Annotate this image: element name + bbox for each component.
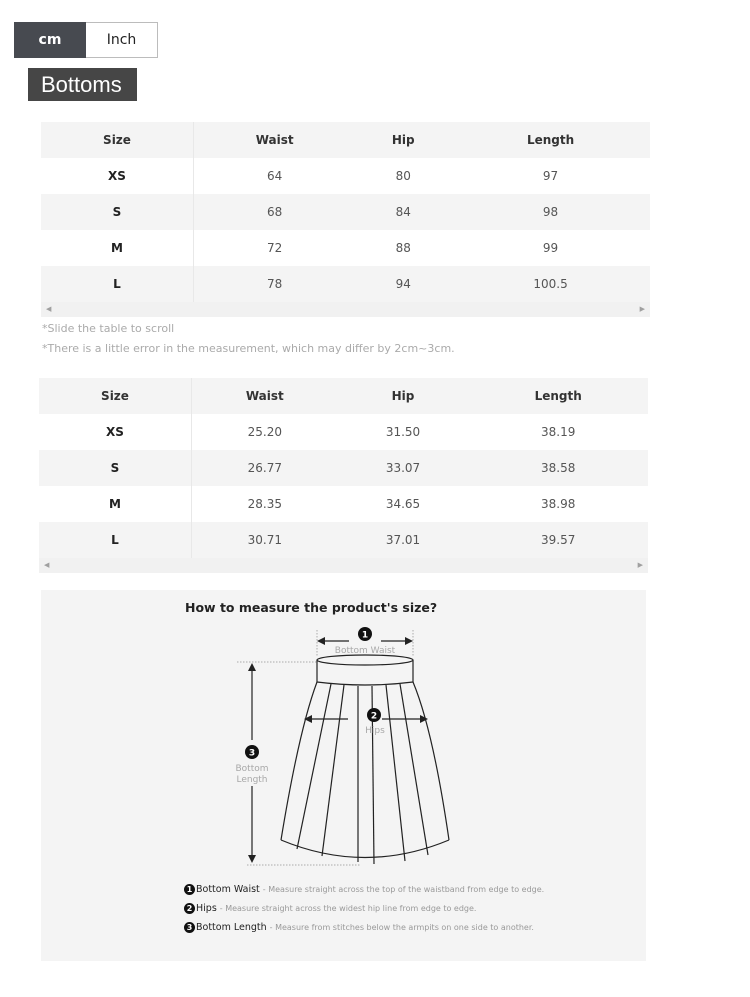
arrow-down-icon [248, 855, 256, 863]
number-1-text: 1 [361, 630, 369, 641]
scroll-left-icon[interactable]: ◀ [44, 561, 50, 569]
unit-cm-button[interactable]: cm [14, 22, 86, 58]
size-table-cm [41, 122, 650, 317]
cell-length: 38.98 [541, 497, 576, 511]
header-hip: Hip [391, 133, 415, 147]
header-hip: Hip [391, 389, 415, 403]
skirt-outline [281, 655, 449, 864]
legend-description: - Measure straight across the top of the waistband from edge to edge. [262, 885, 545, 894]
cell-length: 38.19 [541, 425, 576, 439]
legend-label: Bottom Length [196, 922, 267, 933]
cell-length: 38.58 [541, 461, 576, 475]
number-1-icon: 1 [184, 884, 195, 895]
cell-hip: 80 [395, 169, 411, 183]
cell-waist: 78 [267, 277, 283, 291]
table-row [39, 522, 648, 558]
cell-length: 98 [542, 205, 559, 219]
length-measure [235, 662, 361, 865]
cell-size: S [41, 194, 194, 230]
header-length: Length [526, 133, 575, 147]
legend-description: - Measure straight across the widest hip line from edge to edge. [219, 904, 477, 913]
scroll-right-icon[interactable]: ▶ [639, 305, 645, 313]
cell-hip: 37.01 [385, 533, 421, 547]
size-table-inch [39, 378, 648, 573]
header-length: Length [534, 389, 582, 403]
horizontal-scrollbar[interactable] [41, 302, 650, 317]
section-title: Bottoms [28, 68, 137, 101]
cell-waist: 30.71 [247, 533, 282, 547]
legend-label: Hips [196, 903, 217, 914]
scroll-note: *Slide the table to scroll [42, 322, 175, 335]
cell-hip: 94 [395, 277, 411, 291]
table-row [41, 194, 650, 230]
hips-label: Hips [365, 726, 385, 736]
cell-waist: 72 [267, 241, 283, 255]
table-row [41, 158, 650, 194]
arrow-left-icon [317, 637, 325, 645]
legend-description: - Measure from stitches below the armpits on one side to another. [269, 923, 534, 932]
table-row [41, 266, 650, 302]
table-row [39, 486, 648, 522]
cell-size: S [39, 450, 192, 486]
horizontal-scrollbar[interactable] [39, 558, 648, 573]
header-waist: Waist [245, 389, 284, 403]
cell-size: L [41, 266, 194, 302]
header-waist: Waist [255, 133, 294, 147]
table-row [39, 450, 648, 486]
number-3-text: 3 [248, 748, 256, 759]
cell-hip: 31.50 [385, 425, 421, 439]
legend-item-hips [184, 903, 476, 914]
header-size: Size [39, 378, 192, 414]
cell-hip: 84 [395, 205, 411, 219]
table-row [41, 230, 650, 266]
waist-measure [317, 627, 413, 656]
bottom-waist-label: Bottom Waist [334, 646, 396, 656]
legend-label: Bottom Waist [196, 884, 260, 895]
number-2-text: 2 [370, 711, 378, 722]
cell-size: M [39, 486, 192, 522]
cell-hip: 33.07 [385, 461, 421, 475]
legend-item-length [184, 922, 534, 933]
header-size: Size [41, 122, 194, 158]
cell-waist: 64 [267, 169, 283, 183]
table-header-row [41, 122, 650, 158]
arrow-right-icon [405, 637, 413, 645]
number-2-icon: 2 [184, 903, 195, 914]
table-row [39, 414, 648, 450]
cell-length: 39.57 [541, 533, 576, 547]
cell-length: 97 [542, 169, 559, 183]
cell-waist: 26.77 [247, 461, 282, 475]
cell-hip: 88 [395, 241, 411, 255]
table-header-row [39, 378, 648, 414]
bottom-length-label-line1: Bottom [235, 764, 269, 774]
unit-toggle [14, 22, 158, 58]
cell-size: M [41, 230, 194, 266]
cell-length: 100.5 [533, 277, 568, 291]
cell-waist: 68 [267, 205, 283, 219]
scroll-left-icon[interactable]: ◀ [46, 305, 52, 313]
arrow-up-icon [248, 663, 256, 671]
cell-size: XS [41, 158, 194, 194]
scroll-right-icon[interactable]: ▶ [637, 561, 643, 569]
number-3-icon: 3 [184, 922, 195, 933]
cell-waist: 28.35 [247, 497, 282, 511]
unit-inch-button[interactable]: Inch [86, 22, 158, 58]
cell-waist: 25.20 [247, 425, 282, 439]
legend-item-waist [184, 884, 544, 895]
cell-length: 99 [542, 241, 559, 255]
cell-size: L [39, 522, 192, 558]
cell-hip: 34.65 [385, 497, 421, 511]
measure-guide-panel [41, 590, 646, 961]
bottom-length-label-line2: Length [236, 775, 268, 785]
measure-guide-title: How to measure the product's size? [185, 600, 438, 615]
cell-size: XS [39, 414, 192, 450]
measurement-error-note: *There is a little error in the measurement, which may differ by 2cm~3cm. [42, 342, 455, 355]
